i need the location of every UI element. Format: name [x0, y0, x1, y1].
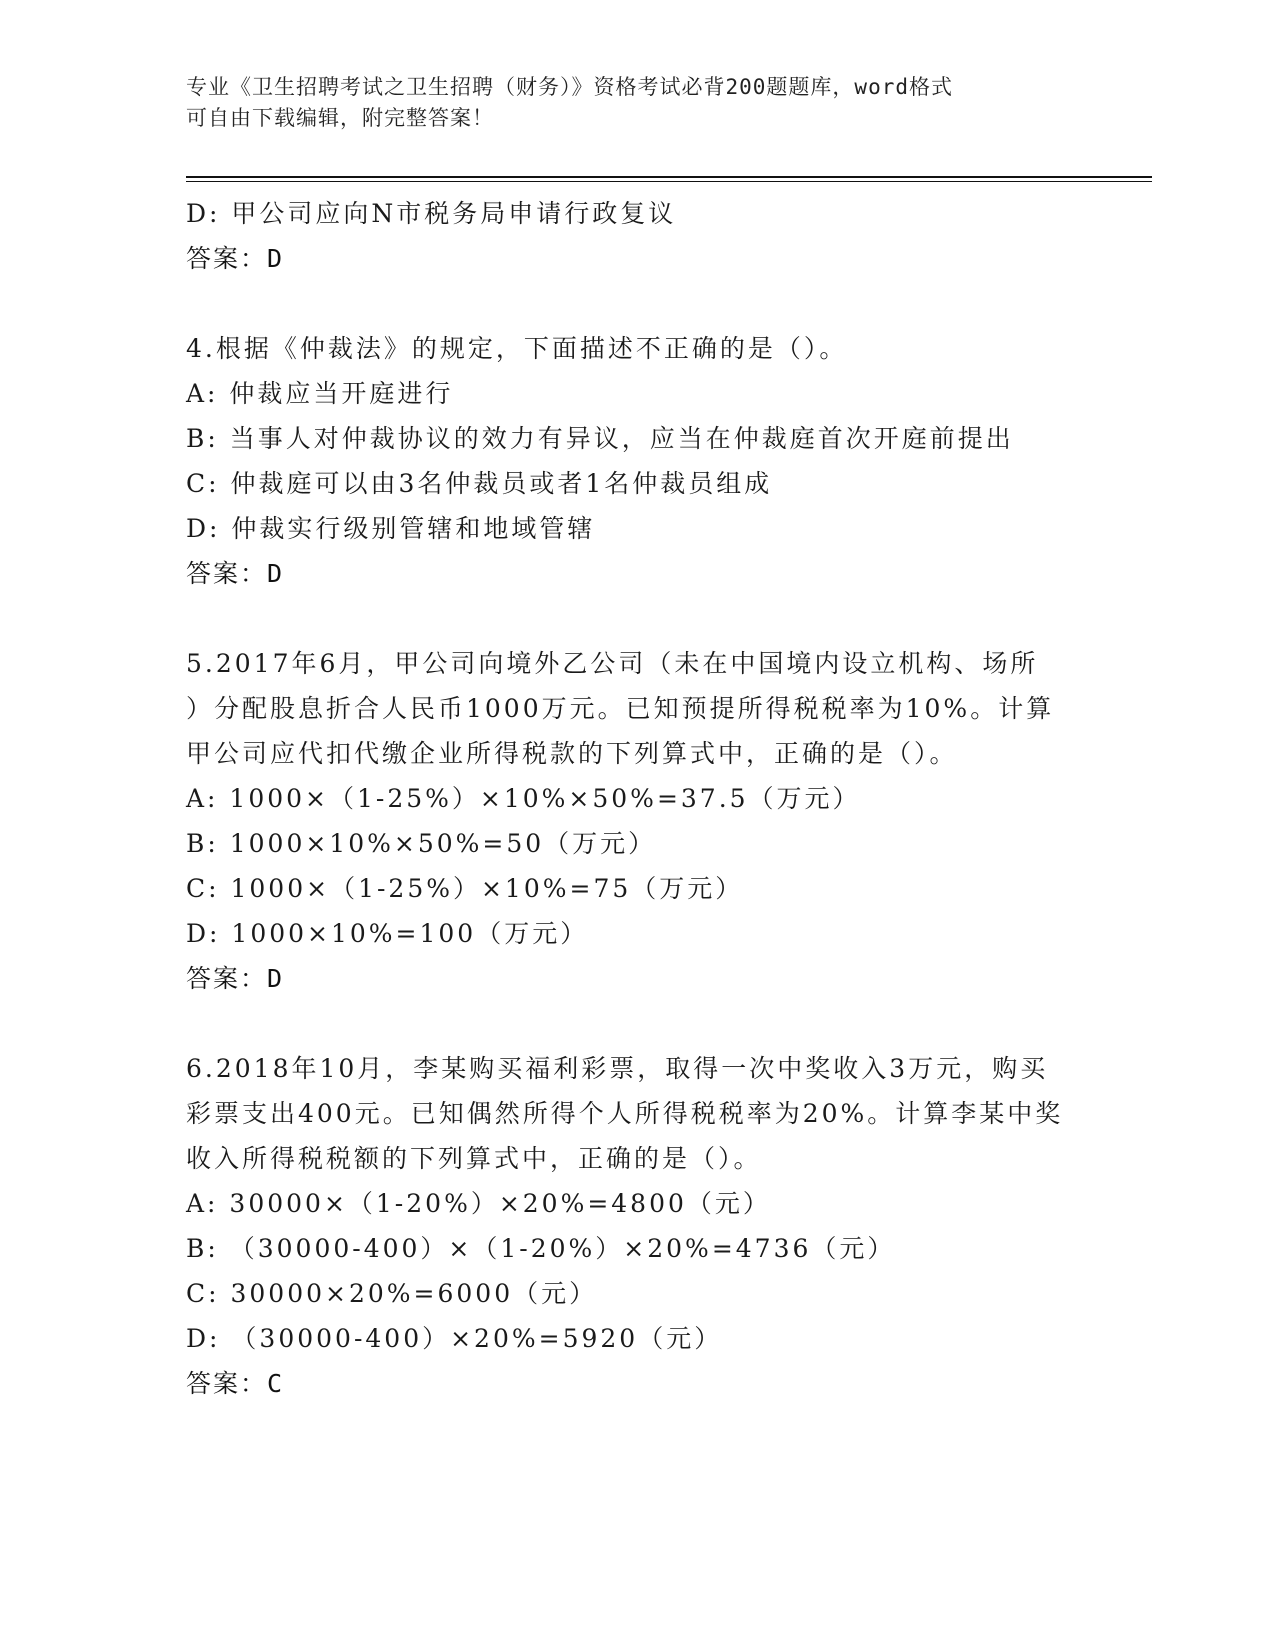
option-a: A: 1000×（1-25%）×10%×50%=37.5（万元） [186, 784, 861, 813]
prev-answer: 答案：D [186, 244, 285, 273]
header-line-2: 可自由下载编辑，附完整答案！ [186, 106, 494, 130]
question-stem-line: 甲公司应代扣代缴企业所得税款的下列算式中，正确的是（）。 [186, 739, 958, 768]
question-6 [186, 1046, 1086, 1406]
option-c: C: 30000×20%=6000（元） [186, 1279, 598, 1308]
question-stem-line: 5.2017年6月，甲公司向境外乙公司（未在中国境内设立机构、场所 [186, 649, 1039, 678]
option-b: B: 当事人对仲裁协议的效力有异议，应当在仲裁庭首次开庭前提出 [186, 424, 1014, 453]
answer: 答案：C [186, 1369, 285, 1398]
answer: 答案：D [186, 964, 285, 993]
document-header [186, 72, 1086, 134]
option-c: C: 仲裁庭可以由3名仲裁员或者1名仲裁员组成 [186, 469, 773, 498]
option-d: D: 仲裁实行级别管辖和地域管辖 [186, 514, 596, 543]
option-c: C: 1000×（1-25%）×10%=75（万元） [186, 874, 744, 903]
option-b: B: （30000-400）×（1-20%）×20%=4736（元） [186, 1234, 896, 1263]
question-stem-line: 收入所得税税额的下列算式中，正确的是（）。 [186, 1144, 762, 1173]
question-stem-line: 6.2018年10月，李某购买福利彩票，取得一次中奖收入3万元，购买 [186, 1054, 1049, 1083]
option-d: D: 1000×10%=100（万元） [186, 919, 589, 948]
option-b: B: 1000×10%×50%=50（万元） [186, 829, 657, 858]
question-stem-line: ）分配股息折合人民币1000万元。已知预提所得税税率为10%。计算 [186, 694, 1055, 723]
document-body [186, 191, 1086, 1406]
question-4 [186, 326, 1086, 596]
header-rule-thin [186, 181, 1152, 182]
option-a: A: 30000×（1-20%）×20%=4800（元） [186, 1189, 771, 1218]
header-rule-thick [186, 176, 1152, 178]
question-stem-line: 彩票支出400元。已知偶然所得个人所得税税率为20%。计算李某中奖 [186, 1099, 1064, 1128]
option-a: A: 仲裁应当开庭进行 [186, 379, 454, 408]
answer: 答案：D [186, 559, 285, 588]
question-stem-line: 4.根据《仲裁法》的规定，下面描述不正确的是（）。 [186, 334, 848, 363]
option-d: D: （30000-400）×20%=5920（元） [186, 1324, 723, 1353]
header-line-1: 专业《卫生招聘考试之卫生招聘（财务）》资格考试必背200题题库，word格式 [186, 75, 953, 99]
question-5 [186, 641, 1086, 1001]
prev-option-d: D: 甲公司应向N市税务局申请行政复议 [186, 199, 677, 228]
